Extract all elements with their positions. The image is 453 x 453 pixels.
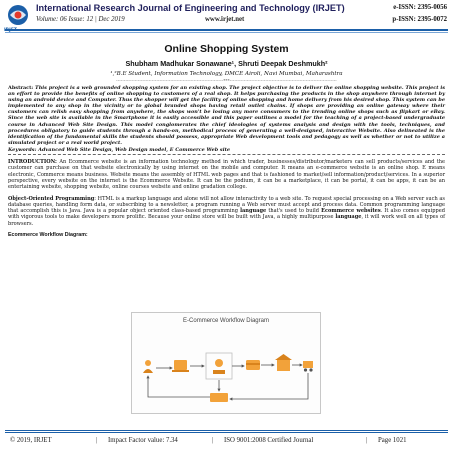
section-divider	[8, 154, 445, 155]
intro-text: An Ecommerce website is an information technology method in which trader, businesses/distributor/marketers can sell products/services and the customer can purchase on that website electronically by using internet on the mobile and computer. It means an e-commerce website is an online shop. E means electronic, Commerce means business. Website means the assembly of HTML web pages and that is fashioned to market/sell information/product/services. In a superior perspective, every website on the internet is the Ecommerce Website. It can be the podium, it can be a marketplace, it can be portal, it can be apps, it can be an entertaining website, shopping website, online courses website and online gradation college.	[8, 159, 446, 191]
oop-text-1: : HTML is a markup language and alone will not allow interactivity to a web site. To request special processing on a Web server such as database queries, handling form data, or subscribing to a newsletter, a program running a Web server must accept and process data. Common programming language that accomplish this is Java. Java is a popular object oriented class-based programming	[8, 195, 445, 215]
return-arrow	[230, 373, 308, 399]
payment-icon	[246, 360, 260, 370]
keywords-label: Keywords:	[8, 146, 37, 153]
paper-body	[8, 38, 445, 242]
oop-text-4: , it will work well on all types of browsers.	[8, 214, 446, 227]
customer-icon	[143, 360, 153, 373]
irjet-logo-icon	[5, 3, 31, 29]
paper-title: Online Shopping System	[164, 43, 289, 55]
footer-rule-2	[5, 432, 448, 433]
oop-text-2: that's used to build	[268, 208, 319, 215]
workflow-heading: Ecommerce Workflow Diagram:	[8, 232, 88, 238]
footer-copyright: © 2019, IRJET	[10, 437, 52, 444]
warehouse-icon	[275, 354, 292, 371]
delivery-icon	[303, 361, 313, 372]
order-database-icon	[210, 393, 228, 402]
footer-separator: |	[96, 436, 98, 444]
return-arrow	[148, 376, 210, 397]
footer-separator: |	[366, 436, 368, 444]
journal-name: International Research Journal of Engineering and Technology (IRJET)	[36, 3, 345, 13]
oop-bold-1: language	[240, 208, 267, 215]
oop-text-3: . It also comes equipped with vigorous tools to make developers more prolific. Because your online store will be built with Java, a highly multipurpose	[8, 208, 445, 221]
footer-rule	[5, 430, 448, 431]
abstract	[8, 85, 445, 146]
abstract-text: This project is a web grounded shopping system for an existing shop. The project objective is to deliver the online shopping website. This project is an effort to provide the benefits of online shopping to customers of a real shop. It helps purchasing the products in the shop anywhere through internet by using an android device and Computer. Thus the shopper will get the facility of online shopping and home delivery from his desired shop. This system can be implemented to any shop in the vicinity or to global branded shops having retail outlet chains. If shops are providing an online gateway where their customers can relish easy shopping from anywhere, the shops won't be losing any more consumers to the trending online shops such as flipkart or eBay. Since the web site is available in the Smartphone it is easily accessible and this paper outlines a model for the teaching of a project-based undergraduate course in Advanced Web Site Design. This model conglomerates the chief ideologies of systems analysis and design with the tools, techniques, and procedures obligatory to guide students through a hands-on, methodical process of generating a well-designed, interactive Website. Also delineated is the identification of the fundamental skills the students should possess, appropriate Web development tools and pedagogy as well as whether or not to utilize a simulated project or a real world project.	[8, 85, 445, 146]
device-icon	[172, 360, 189, 372]
abstract-separator: ---------------------------------------------------------------------***---------------------------------------------------------------------	[116, 78, 337, 83]
footer-page-number: Page 1021	[378, 437, 407, 444]
workflow-diagram	[132, 313, 320, 413]
footer-separator: |	[212, 436, 214, 444]
oop-bold-2: Ecommerce websites	[321, 208, 381, 215]
e-issn: e-ISSN: 2395-0056	[393, 4, 447, 11]
keywords-text: Advanced Web Site Design, Web Design model, E Commerce Web site	[38, 146, 231, 153]
paper-authors: Shubham Madhukar Sonawane¹, Shruti Deepak Deshmukh²	[125, 59, 328, 68]
keywords	[8, 147, 445, 153]
footer-iso: ISO 9001:2008 Certified Journal	[224, 437, 314, 444]
volume-line: Volume: 06 Issue: 12 | Dec 2019	[36, 16, 125, 23]
oop-label: Object-Oriented Programming	[8, 195, 95, 202]
header-rule	[5, 29, 448, 31]
intro-label: INTRODUCTION:	[8, 159, 57, 166]
figure-title: E-Commerce Workflow Diagram	[183, 318, 269, 324]
introduction-paragraph	[8, 159, 445, 190]
journal-footer	[0, 430, 453, 453]
header-rule-thin	[5, 32, 448, 33]
paper-affiliation: ¹,²B.E Student, Information Technology, DMCE Airoli, Navi Mumbai, Maharashtra	[110, 71, 343, 77]
journal-header	[0, 0, 453, 36]
abstract-label: Abstract:	[8, 85, 34, 91]
store-box	[206, 353, 232, 379]
journal-url[interactable]: www.irjet.net	[205, 16, 245, 23]
oop-bold-3: language	[335, 214, 362, 221]
footer-impact-factor: Impact Factor value: 7.34	[108, 437, 178, 444]
oop-paragraph	[8, 196, 445, 227]
workflow-figure	[131, 312, 321, 414]
p-issn: p-ISSN: 2395-0072	[392, 16, 447, 23]
